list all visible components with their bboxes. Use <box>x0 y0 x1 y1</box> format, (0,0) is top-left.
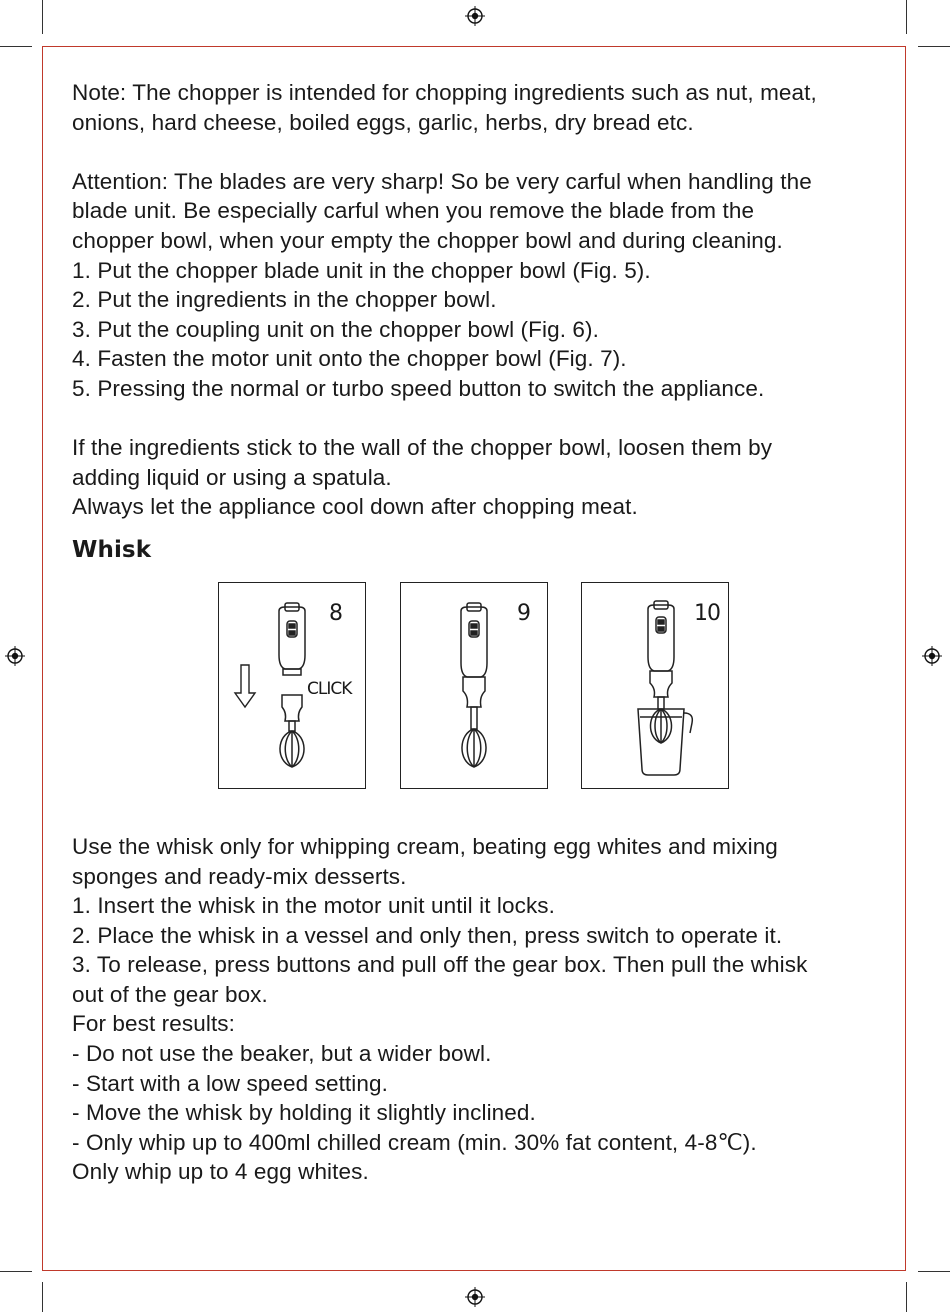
text-line: Attention: The blades are very sharp! So be very carful when handling the <box>72 168 812 194</box>
note-paragraph <box>72 78 892 137</box>
crop-mark <box>42 0 43 34</box>
figure-10 <box>581 582 729 789</box>
crop-mark <box>918 46 950 47</box>
beaker-icon <box>638 709 692 775</box>
whisk-icon <box>280 695 304 767</box>
text-line: onions, hard cheese, boiled eggs, garlic, herbs, dry bread etc. <box>72 109 694 135</box>
figure-row <box>72 582 892 832</box>
list-item: - Start with a low speed setting. <box>72 1070 388 1096</box>
list-item: 2. Place the whisk in a vessel and only then, press switch to operate it. <box>72 922 783 948</box>
list-item: 3. Put the coupling unit on the chopper bowl (Fig. 6). <box>72 316 599 342</box>
crop-mark <box>0 1271 32 1272</box>
hand-blender-icon <box>461 603 487 729</box>
figure-number: 8 <box>329 600 342 626</box>
list-item: 3. To release, press buttons and pull off the gear box. Then pull the whisk <box>72 952 808 978</box>
text-line: sponges and ready-mix desserts. <box>72 863 407 889</box>
registration-mark-icon <box>465 1287 485 1307</box>
text-line: If the ingredients stick to the wall of the chopper bowl, loosen them by <box>72 435 773 461</box>
figure-9 <box>400 582 548 789</box>
list-item: 5. Pressing the normal or turbo speed button to switch the appliance. <box>72 375 765 401</box>
registration-mark-icon <box>922 646 942 666</box>
attention-paragraph <box>72 167 892 256</box>
click-label: CLICK <box>307 678 352 699</box>
hand-blender-icon <box>279 603 305 675</box>
text-line: Only whip up to 4 egg whites. <box>72 1159 369 1185</box>
list-item: 4. Fasten the motor unit onto the chopper bowl (Fig. 7). <box>72 346 627 372</box>
tips-paragraph <box>72 433 892 522</box>
whisk-icon <box>462 729 486 767</box>
crop-mark <box>0 46 32 47</box>
list-item: 1. Insert the whisk in the motor unit until it locks. <box>72 893 556 919</box>
list-item: - Do not use the beaker, but a wider bowl. <box>72 1041 492 1067</box>
crop-mark <box>906 1282 907 1312</box>
chopper-steps-list <box>72 256 892 404</box>
whisk-icon <box>650 709 671 743</box>
list-item: - Only whip up to 400ml chilled cream (min. 30% fat content, 4-8℃). <box>72 1129 757 1155</box>
hand-blender-icon <box>648 601 674 709</box>
registration-mark-icon <box>5 646 25 666</box>
text-line: Always let the appliance cool down after chopping meat. <box>72 494 638 520</box>
text-line: For best results: <box>72 1011 236 1037</box>
figure-8 <box>218 582 366 789</box>
text-line: chopper bowl, when your empty the chopper bowl and during cleaning. <box>72 227 783 253</box>
crop-mark <box>906 0 907 34</box>
text-line: adding liquid or using a spatula. <box>72 464 392 490</box>
section-heading: Whisk <box>72 536 152 563</box>
down-arrow-icon <box>235 665 255 707</box>
crop-mark <box>42 1282 43 1312</box>
figure-number: 10 <box>694 600 720 626</box>
manual-content <box>72 78 892 1187</box>
text-line: Note: The chopper is intended for chopping ingredients such as nut, meat, <box>72 80 817 105</box>
list-item: 1. Put the chopper blade unit in the chopper bowl (Fig. 5). <box>72 257 651 283</box>
text-line: Use the whisk only for whipping cream, beating egg whites and mixing <box>72 833 778 859</box>
list-item: 2. Put the ingredients in the chopper bowl. <box>72 287 497 313</box>
list-item: out of the gear box. <box>72 981 268 1007</box>
whisk-paragraph <box>72 832 892 1187</box>
text-line: blade unit. Be especially carful when you remove the blade from the <box>72 198 755 224</box>
registration-mark-icon <box>465 6 485 26</box>
crop-mark <box>918 1271 950 1272</box>
figure-number: 9 <box>517 600 530 626</box>
list-item: - Move the whisk by holding it slightly inclined. <box>72 1100 536 1126</box>
